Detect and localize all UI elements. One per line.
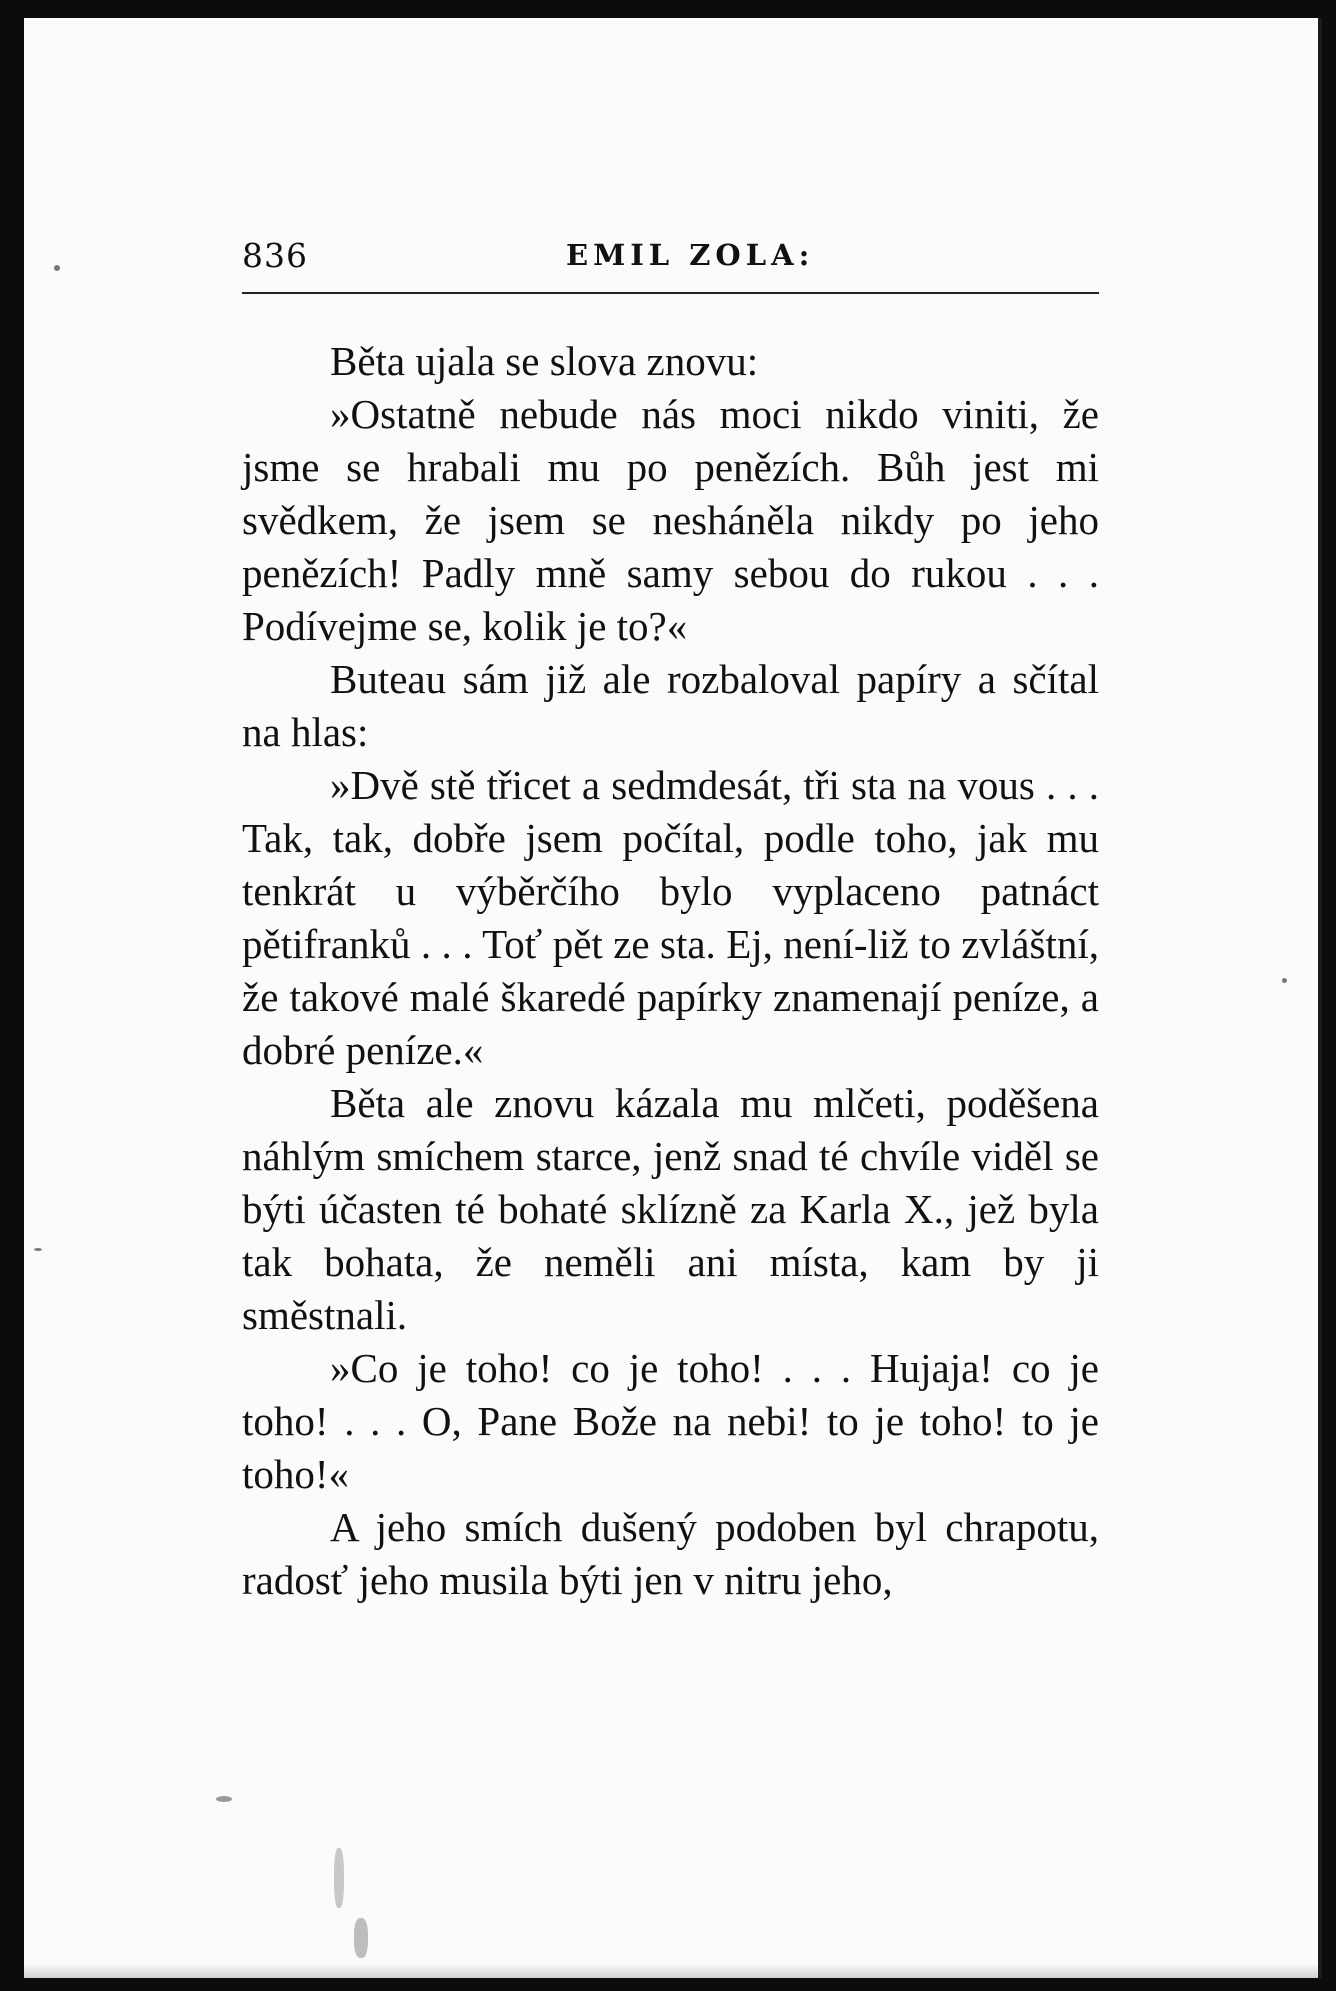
page-number: 836 bbox=[242, 236, 308, 275]
paragraph: »Co je toho! co je toho! . . . Hujaja! co je toho! . . . O, Pane Bože na nebi! to je toho! to je toho!« bbox=[242, 1345, 1099, 1497]
scan-speck bbox=[34, 1248, 42, 1251]
book-page bbox=[24, 18, 1322, 1978]
paragraph: »Dvě stě třicet a sedmdesát, tři sta na vous . . . Tak, tak, dobře jsem počítal, podle toho, jak mu tenkrát u výběrčího bylo vyplaceno patnáct pětifranků . . . Toť pět ze sta. Ej, není-liž to zvláštní, že takové malé škaredé papírky znamenají peníze, a dobré peníze.« bbox=[242, 762, 1099, 1073]
page-bottom-shadow bbox=[24, 1964, 1318, 1978]
scan-speck bbox=[334, 1848, 344, 1908]
scan-speck bbox=[54, 265, 60, 271]
body-text bbox=[242, 335, 1099, 1607]
header-rule bbox=[242, 292, 1099, 294]
paragraph: »Ostatně nebude nás moci nikdo viniti, že jsme se hrabali mu po penězích. Bůh jest mi svědkem, že jsem se nesháněla nikdy po jeho penězích! Padly mně samy sebou do rukou . . . Podívejme se, kolik je to?« bbox=[242, 391, 1099, 649]
scan-speck bbox=[216, 1796, 232, 1802]
paragraph: Běta ale znovu kázala mu mlčeti, poděšena náhlým smíchem starce, jenž snad té chvíle viděl se býti účasten té bohaté sklízně za Karla X., jež byla tak bohata, že neměli ani místa, kam by ji směstnali. bbox=[242, 1080, 1099, 1338]
paragraph: Běta ujala se slova znovu: bbox=[330, 338, 759, 384]
paragraph: Buteau sám již ale rozbaloval papíry a sčítal na hlas: bbox=[242, 656, 1099, 755]
paragraph: A jeho smích dušený podoben byl chrapotu, radosť jeho musila býti jen v nitru jeho, bbox=[242, 1504, 1099, 1603]
page-header bbox=[242, 236, 1099, 288]
running-head: EMIL ZOLA: bbox=[566, 238, 815, 272]
scan-speck bbox=[1282, 978, 1287, 983]
scan-speck bbox=[354, 1918, 368, 1958]
